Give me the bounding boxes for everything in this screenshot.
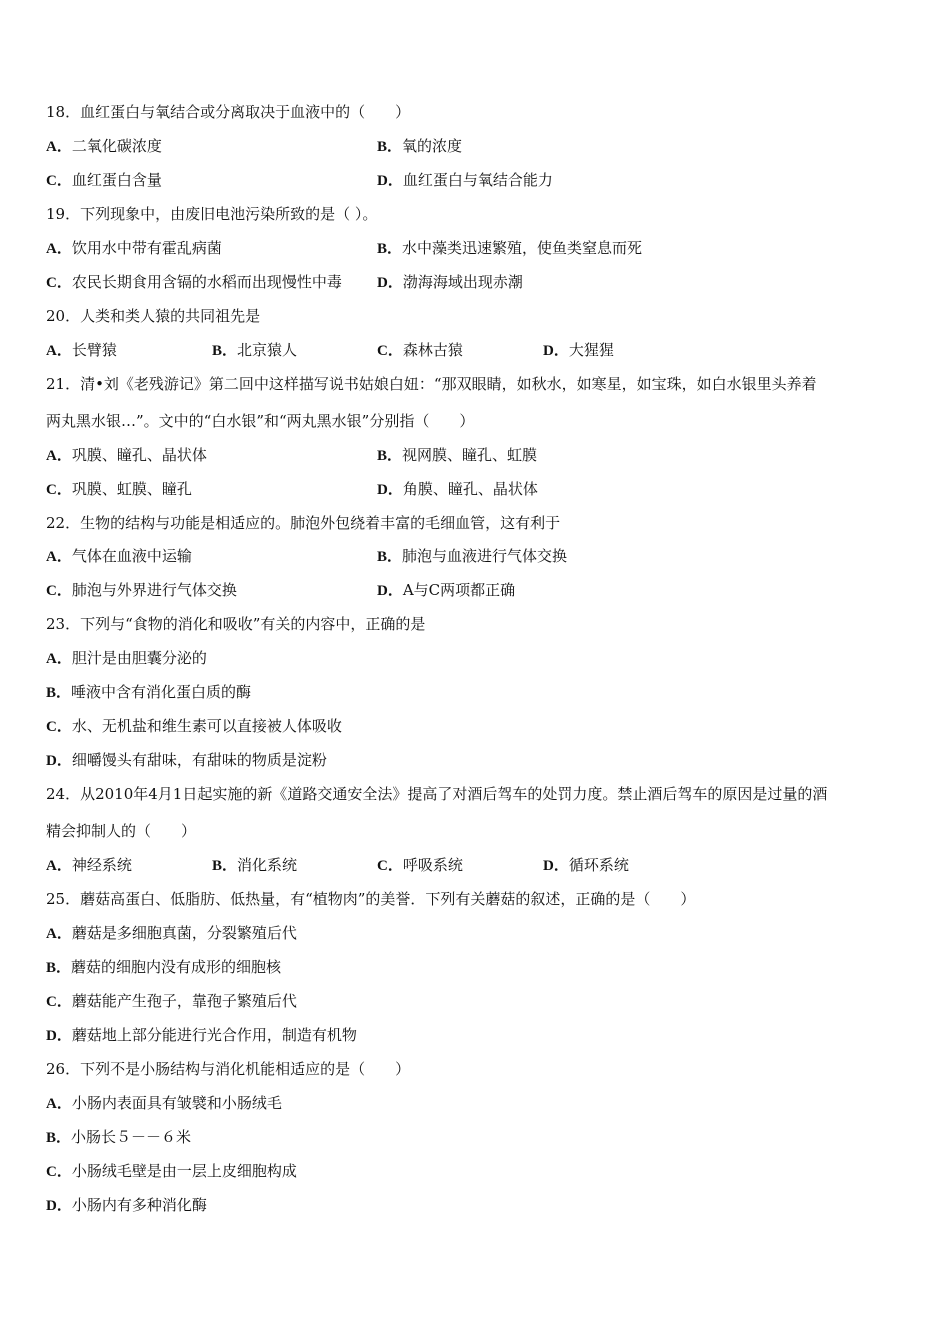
option-text: 蘑菇地上部分能进行光合作用，制造有机物 [71,1026,357,1044]
option-label: D． [377,583,403,599]
question-26-stem: 26．下列不是小肠结构与消化机能相适应的是（ ） [46,1060,411,1078]
option-label: C． [377,343,403,359]
option-text: 呼吸系统 [402,856,463,874]
option-label: A． [46,926,72,942]
option-label: D． [46,1028,72,1044]
question-20-option-d [543,340,614,361]
option-text: 农民长期食用含镉的水稻而出现慢性中毒 [71,273,342,291]
question-18-option-a [46,136,162,157]
question-24-stem-line1: 24．从2010年4月1日起实施的新《道路交通安全法》提高了对酒后驾车的处罚力度。禁止酒后驾车的原因是过量的酒 [46,785,828,803]
option-text: 北京猿人 [237,341,298,359]
option-text: 水中藻类迅速繁殖，使鱼类窒息而死 [402,239,643,257]
option-text: 氧的浓度 [402,137,463,155]
option-text: 血红蛋白含量 [71,171,162,189]
option-text: 长臂猿 [71,341,117,359]
option-label: B． [46,960,72,976]
option-label: C． [377,858,403,874]
option-label: C． [46,275,72,291]
option-label: A． [46,549,72,565]
question-26-option-a [46,1093,282,1114]
option-label: B． [377,448,403,464]
option-label: D． [377,275,403,291]
question-18-stem: 18．血红蛋白与氧结合或分离取决于血液中的（ ） [46,103,411,121]
option-text: 胆汁是由胆囊分泌的 [71,649,207,667]
question-20-option-a [46,340,117,361]
option-label: C． [46,1164,72,1180]
question-26-option-d [46,1195,207,1216]
option-label: C． [46,719,72,735]
option-text: 视网膜、瞳孔、虹膜 [402,446,538,464]
option-text: 肺泡与血液进行气体交换 [402,547,568,565]
question-20-option-b [212,340,297,361]
question-23-stem: 23．下列与“食物的消化和吸收”有关的内容中，正确的是 [46,615,426,633]
question-24-option-a [46,855,132,876]
question-23-option-c [46,716,342,737]
question-21-stem-line2: 两丸黑水银…”。文中的“白水银”和“两丸黑水银”分别指（ ） [46,412,475,430]
question-24-option-b [212,855,297,876]
question-20-option-c [377,340,463,361]
option-text: 大猩猩 [568,341,614,359]
option-text: 角膜、瞳孔、晶状体 [402,480,538,498]
option-label: D． [46,1198,72,1214]
question-21-option-a [46,445,207,466]
option-label: D． [543,858,569,874]
option-label: B． [377,241,403,257]
question-25-option-d [46,1025,357,1046]
option-text: 小肠内表面具有皱襞和小肠绒毛 [71,1094,282,1112]
option-label: D． [377,482,403,498]
question-25-option-a [46,923,297,944]
option-text: 肺泡与外界进行气体交换 [71,581,237,599]
question-22-option-b [377,546,567,567]
question-19-stem: 19．下列现象中，由废旧电池污染所致的是（ ）。 [46,205,378,223]
option-text: 小肠绒毛壁是由一层上皮细胞构成 [71,1162,297,1180]
question-24-stem-line2: 精会抑制人的（ ） [46,822,197,840]
question-22-stem: 22．生物的结构与功能是相适应的。肺泡外包绕着丰富的毛细血管，这有利于 [46,514,561,532]
question-26-option-b [46,1127,191,1148]
question-21-stem-line1: 21．清•刘《老残游记》第二回中这样描写说书姑娘白妞：“那双眼睛，如秋水，如寒星，如宝珠，如白水银里头养着 [46,375,817,393]
option-label: B． [212,858,238,874]
question-18-option-c [46,170,162,191]
option-text: 巩膜、虹膜、瞳孔 [71,480,192,498]
option-label: B． [377,549,403,565]
option-label: A． [46,139,72,155]
question-25-stem: 25．蘑菇高蛋白、低脂肪、低热量，有“植物肉”的美誉．下列有关蘑菇的叙述，正确的是（ ） [46,890,696,908]
question-22-option-d [377,580,515,601]
question-19-option-b [377,238,642,259]
question-23-option-d [46,750,327,771]
question-20-stem: 20．人类和类人猿的共同祖先是 [46,307,261,325]
question-22-option-a [46,546,192,567]
option-text: 森林古猿 [402,341,463,359]
question-21-option-d [377,479,538,500]
option-label: C． [46,994,72,1010]
question-23-option-a [46,648,207,669]
question-21-option-c [46,479,192,500]
option-text: 气体在血液中运输 [71,547,192,565]
option-label: D． [377,173,403,189]
option-text: 蘑菇能产生孢子，靠孢子繁殖后代 [71,992,297,1010]
question-23-option-b [46,682,251,703]
option-label: C． [46,482,72,498]
option-label: A． [46,858,72,874]
option-label: B． [46,685,72,701]
option-text: 蘑菇是多细胞真菌，分裂繁殖后代 [71,924,297,942]
option-label: C． [46,583,72,599]
option-text: 消化系统 [237,856,298,874]
option-label: C． [46,173,72,189]
question-19-option-a [46,238,222,259]
option-label: A． [46,343,72,359]
option-text: 神经系统 [71,856,132,874]
option-label: A． [46,651,72,667]
option-label: D． [543,343,569,359]
option-text: 小肠内有多种消化酶 [71,1196,207,1214]
option-text: 蘑菇的细胞内没有成形的细胞核 [71,958,282,976]
option-label: B． [212,343,238,359]
question-19-option-c [46,272,342,293]
option-text: 饮用水中带有霍乱病菌 [71,239,222,257]
option-label: A． [46,241,72,257]
question-24-option-c [377,855,463,876]
option-label: A． [46,1096,72,1112]
question-25-option-c [46,991,297,1012]
option-text: A与C两项都正确 [402,581,516,599]
question-21-option-b [377,445,537,466]
question-26-option-c [46,1161,297,1182]
option-text: 小肠长５－－６米 [71,1128,192,1146]
option-text: 水、无机盐和维生素可以直接被人体吸收 [71,717,342,735]
option-label: A． [46,448,72,464]
option-text: 血红蛋白与氧结合能力 [402,171,553,189]
option-label: D． [46,753,72,769]
question-19-option-d [377,272,523,293]
question-22-option-c [46,580,237,601]
option-text: 渤海海域出现赤潮 [402,273,523,291]
question-18-option-d [377,170,553,191]
option-text: 唾液中含有消化蛋白质的酶 [71,683,252,701]
option-text: 二氧化碳浓度 [71,137,162,155]
option-text: 循环系统 [568,856,629,874]
option-text: 巩膜、瞳孔、晶状体 [71,446,207,464]
option-label: B． [46,1130,72,1146]
question-25-option-b [46,957,281,978]
option-label: B． [377,139,403,155]
question-24-option-d [543,855,629,876]
option-text: 细嚼馒头有甜味，有甜味的物质是淀粉 [71,751,327,769]
question-18-option-b [377,136,462,157]
